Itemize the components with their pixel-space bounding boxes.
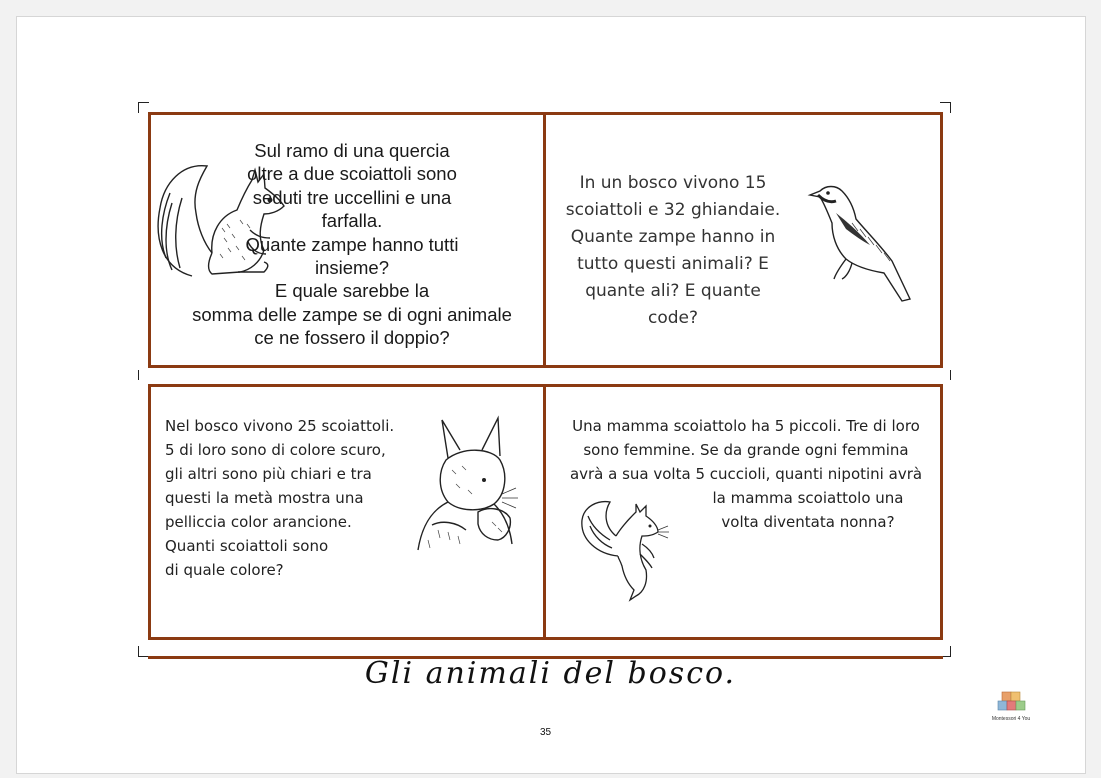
logo-label: Montessori 4 You — [991, 716, 1031, 722]
card-divider-bottom — [543, 384, 546, 640]
page-number: 35 — [540, 727, 552, 738]
card-4-text-right: la mamma scoiattolo una volta diventata nonna? — [712, 489, 904, 531]
card-divider-top — [543, 112, 546, 368]
montessori-logo — [990, 690, 1032, 722]
squirrel-standing-icon — [578, 496, 670, 606]
crop-mark-mid-left — [138, 370, 149, 380]
card-3-text: Nel bosco vivono 25 scoiattoli. 5 di loro sono di colore scuro, gli altri sono più chiari e tra questi la metà mostra una pelliccia color arancione. Quanti scoiattoli sono di quale colore? — [165, 417, 395, 579]
crop-mark-mid-right — [940, 370, 951, 380]
squirrel-eating-acorn-icon — [412, 410, 527, 564]
jay-bird-icon — [806, 183, 916, 309]
blocks-logo-icon — [990, 690, 1032, 712]
page-title: Gli animali del bosco. — [364, 656, 737, 691]
card-4-text-top: Una mamma scoiattolo ha 5 piccoli. Tre di loro sono femmine. Se da grande ogni femmina avrà a sua volta 5 cuccioli, quanti nipotini avrà — [569, 417, 923, 483]
card-1-text: Sul ramo di una quercia oltre a due scoiattoli sono seduti tre uccellini e una farfalla. Quante zampe hanno tutti insieme? E quale sarebbe la somma delle zampe se di ogni animale ce ne fossero il doppio? — [192, 140, 512, 349]
card-2-text: In un bosco vivono 15 scoiattoli e 32 ghiandaie. Quante zampe hanno in tutto questi animali? E quante ali? E quante code? — [565, 173, 781, 328]
